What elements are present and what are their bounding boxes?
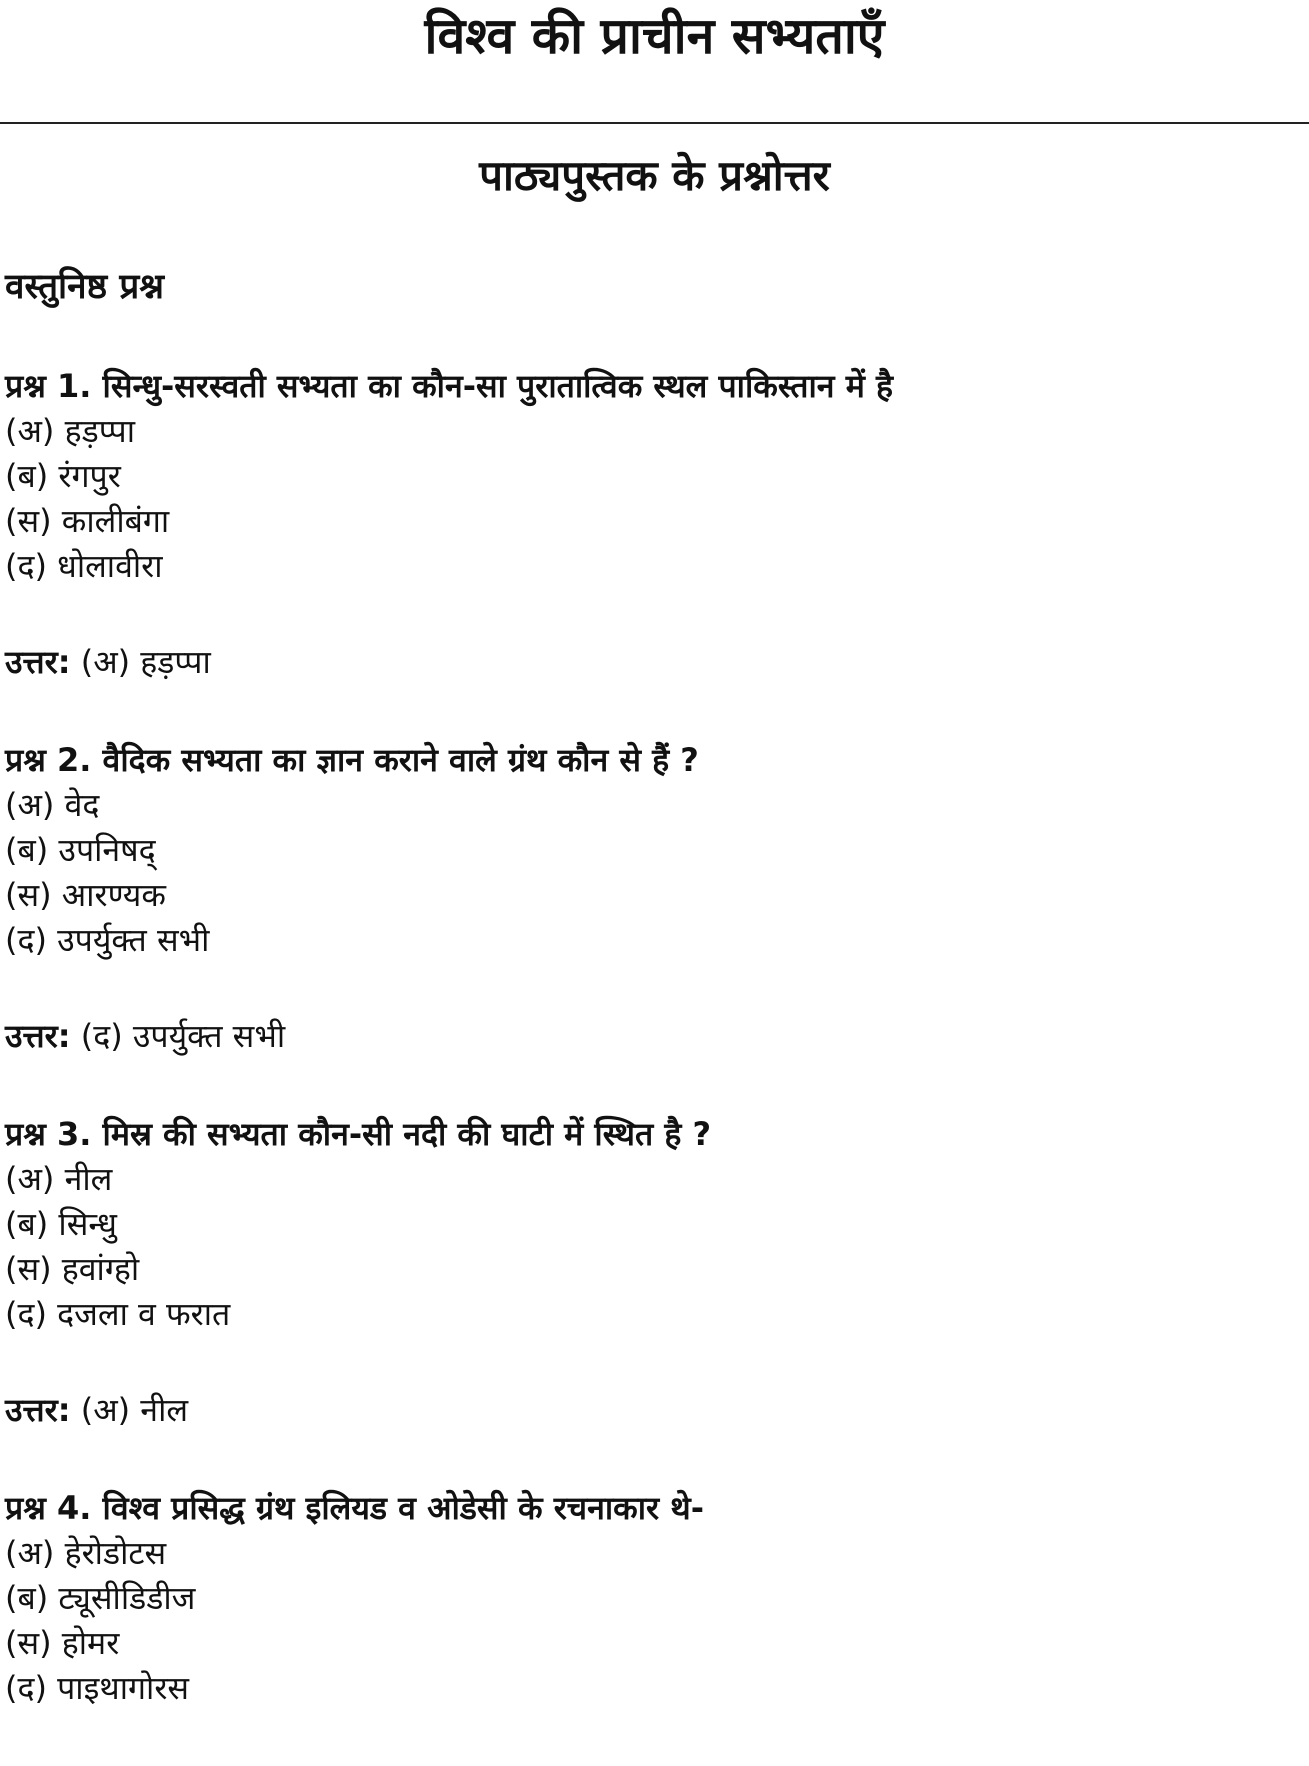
title-divider: [0, 122, 1309, 124]
option-a: (अ) हड़प्पा: [5, 412, 136, 450]
question-text: प्रश्न 2. वैदिक सभ्यता का ज्ञान कराने वाले ग्रंथ कौन से हैं ?: [5, 741, 699, 779]
page-title: विश्व की प्राचीन सभ्यताएँ: [424, 7, 885, 65]
option-b: (ब) ट्यूसीडिडीज: [5, 1579, 196, 1617]
option-b: (ब) रंगपुर: [5, 457, 121, 495]
option-d: (द) उपर्युक्त सभी: [5, 921, 210, 959]
option-d: (द) धोलावीरा: [5, 547, 163, 585]
option-a: (अ) हेरोडोटस: [5, 1534, 167, 1572]
option-b: (ब) सिन्धु: [5, 1205, 117, 1243]
answer-label: उत्तर:: [5, 1017, 71, 1055]
option-d: (द) पाइथागोरस: [5, 1669, 190, 1707]
answer-label: उत्तर:: [5, 1391, 71, 1429]
option-a: (अ) नील: [5, 1160, 113, 1198]
option-d: (द) दजला व फरात: [5, 1295, 231, 1333]
question-text: प्रश्न 4. विश्व प्रसिद्ध ग्रंथ इलियड व ओडेसी के रचनाकार थे-: [5, 1489, 704, 1527]
question-1: [5, 364, 1295, 589]
answer-2: [5, 1014, 285, 1059]
option-c: (स) हवांग्हो: [5, 1250, 140, 1288]
answer-value: (अ) नील: [80, 1391, 189, 1429]
option-c: (स) आरण्यक: [5, 876, 166, 914]
answer-3: [5, 1388, 188, 1433]
question-3: [5, 1112, 1295, 1337]
answer-1: [5, 640, 211, 685]
option-c: (स) कालीबंगा: [5, 502, 170, 540]
section-heading: वस्तुनिष्ठ प्रश्न: [5, 267, 164, 307]
question-2: [5, 738, 1295, 963]
question-text: प्रश्न 3. मिस्र की सभ्यता कौन-सी नदी की घाटी में स्थित है ?: [5, 1115, 712, 1153]
option-c: (स) होमर: [5, 1624, 120, 1662]
option-a: (अ) वेद: [5, 786, 100, 824]
option-b: (ब) उपनिषद्: [5, 831, 156, 869]
question-4: [5, 1486, 1295, 1711]
answer-value: (अ) हड़प्पा: [80, 643, 211, 681]
question-text: प्रश्न 1. सिन्धु-सरस्वती सभ्यता का कौन-सा पुरातात्विक स्थल पाकिस्तान में है: [5, 367, 893, 405]
answer-label: उत्तर:: [5, 643, 71, 681]
page-subtitle: पाठ्यपुस्तक के प्रश्नोत्तर: [479, 151, 830, 200]
answer-value: (द) उपर्युक्त सभी: [80, 1017, 286, 1055]
